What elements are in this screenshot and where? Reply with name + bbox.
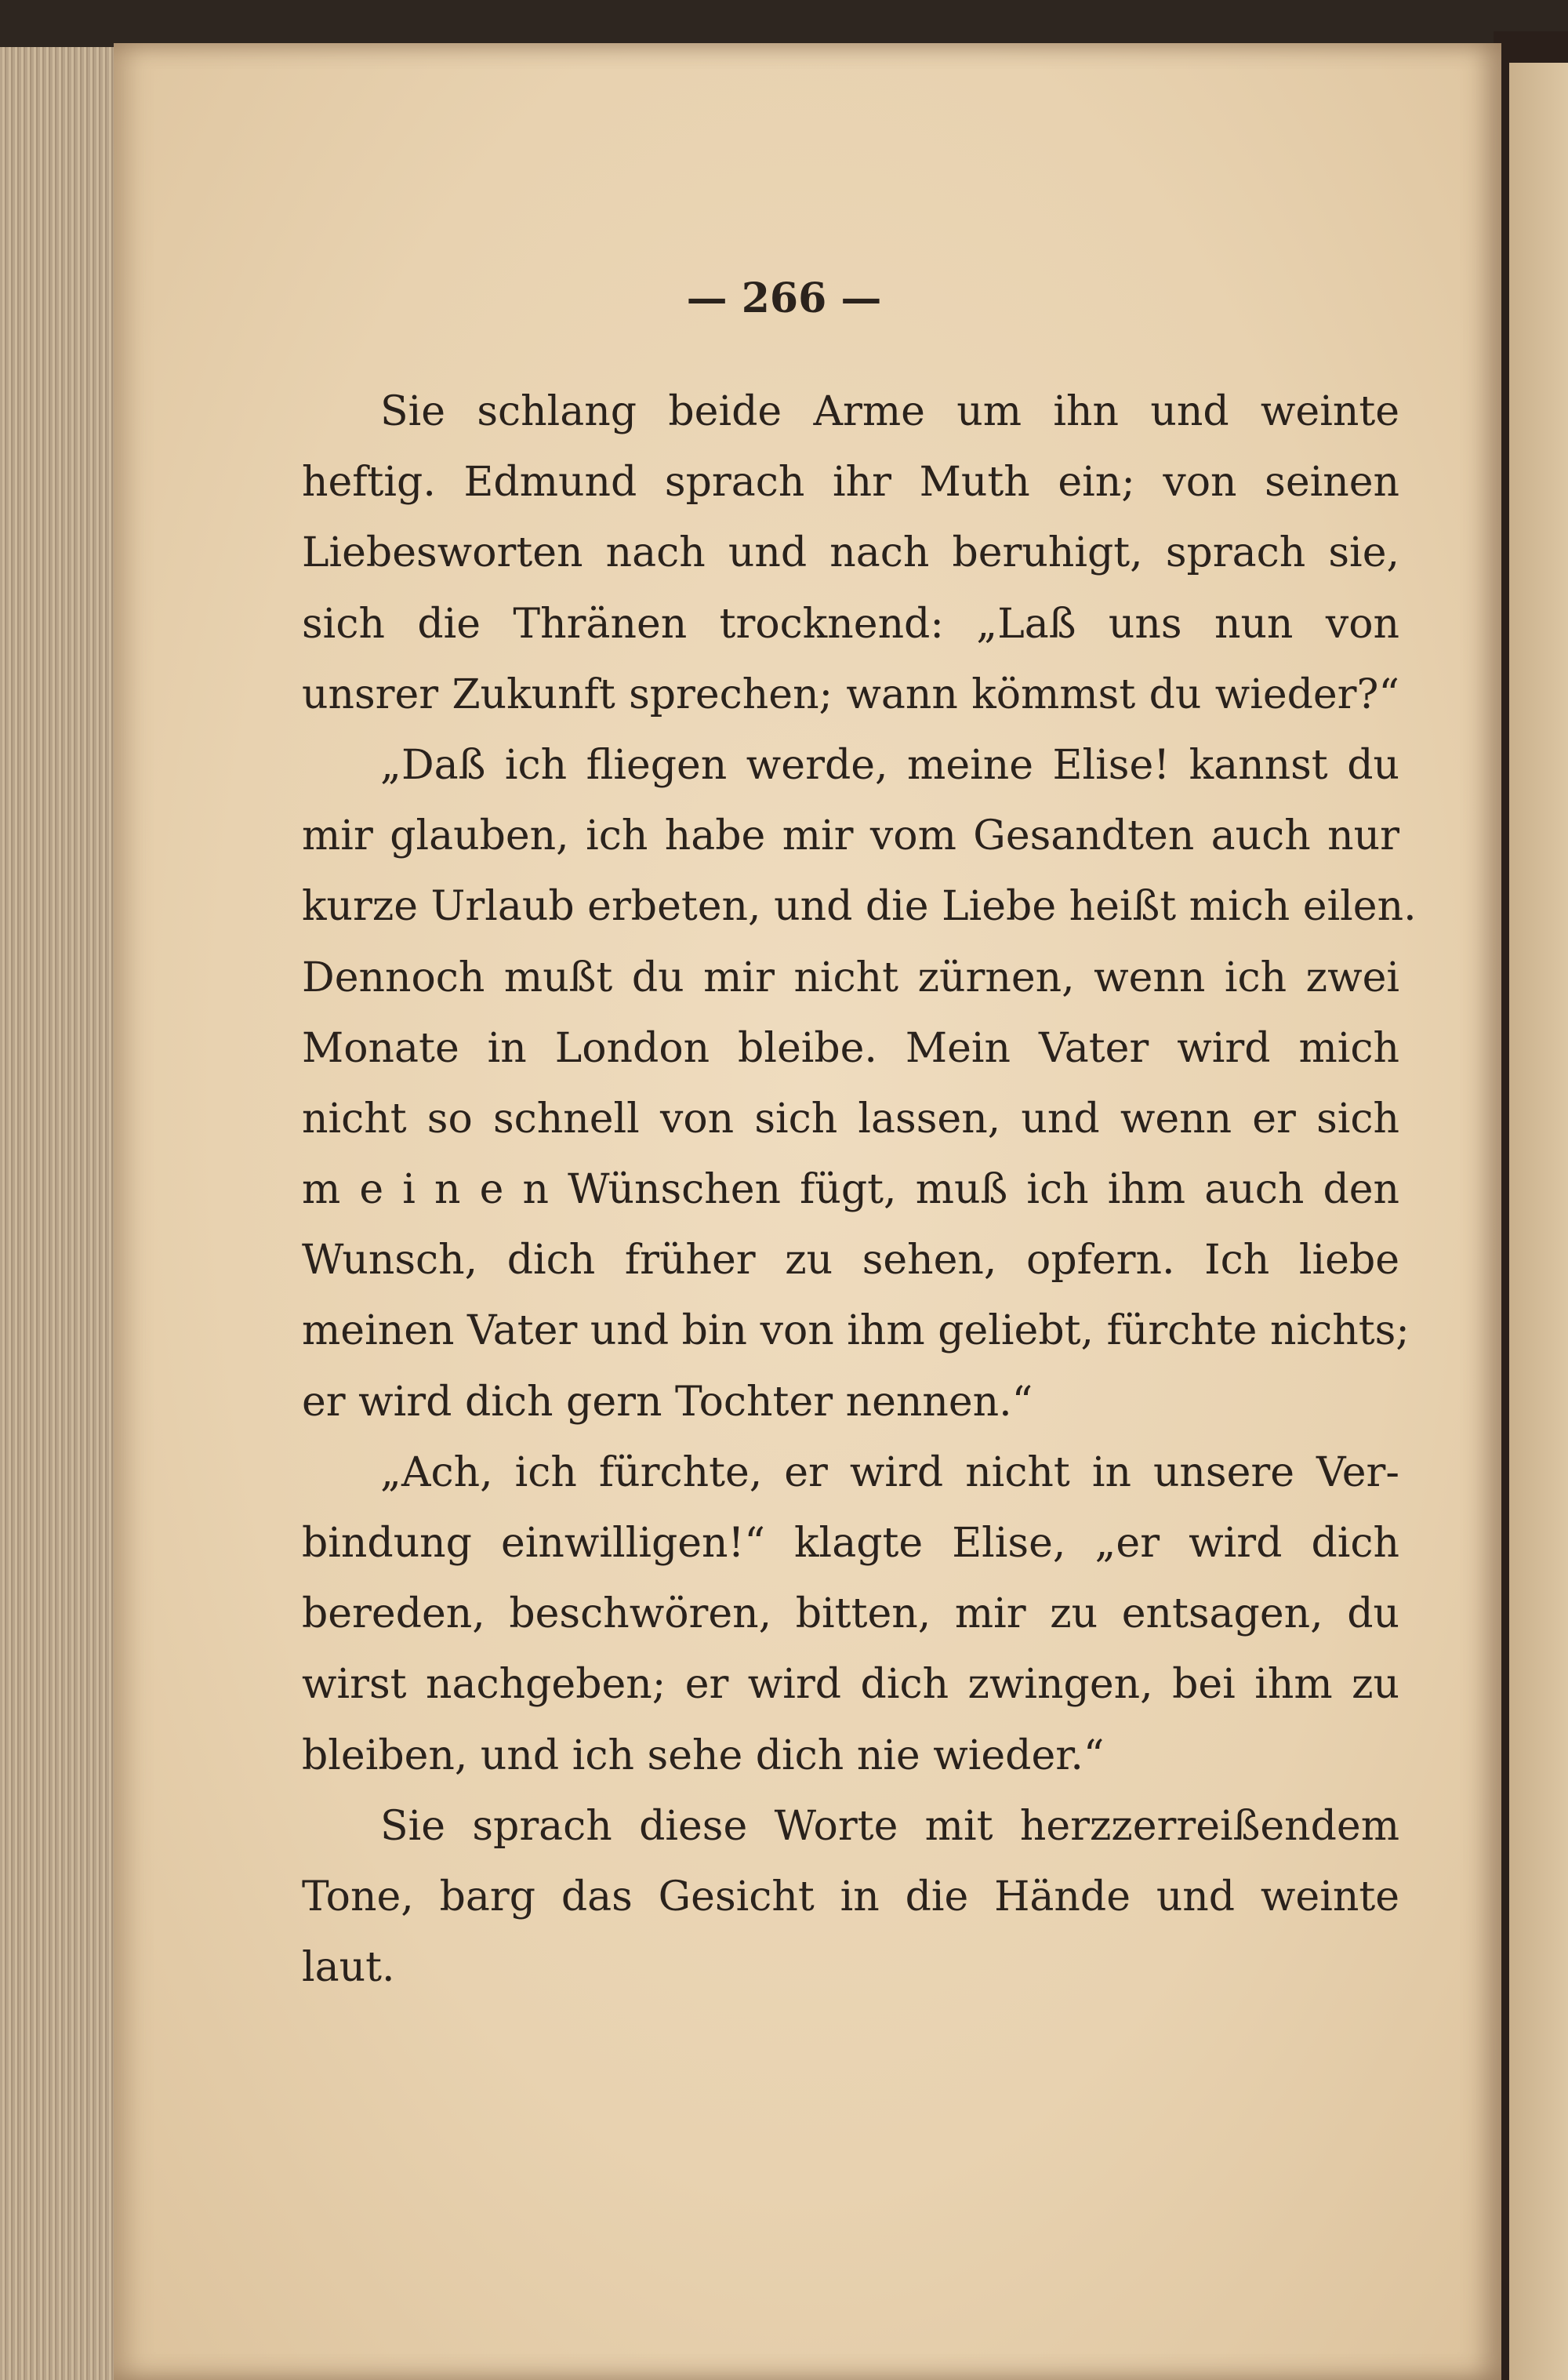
page-number: — 266 — <box>686 274 882 322</box>
text-line: wirst nachgeben; er wird dich zwingen, bei ihm zu <box>302 1661 1399 1709</box>
text-line: Sie sprach diese Worte mit herzzerreißendem <box>380 1802 1399 1850</box>
text-line: bleiben, und ich sehe dich nie wieder.“ <box>302 1731 1105 1779</box>
text-line: m e i n e n Wünschen fügt, muß ich ihm auch den <box>302 1166 1399 1214</box>
text-line: Liebesworten nach und nach beruhigt, sprach sie, <box>302 529 1399 577</box>
text-line: Dennoch mußt du mir nicht zürnen, wenn ich zwei <box>302 954 1399 1001</box>
text-line: Monate in London bleibe. Mein Vater wird mich <box>302 1024 1399 1072</box>
text-line: mir glauben, ich habe mir vom Gesandten auch nur <box>302 812 1399 860</box>
text-line: „Daß ich fliegen werde, meine Elise! kannst du <box>380 741 1399 789</box>
text-line: Wunsch, dich früher zu sehen, opfern. Ich liebe <box>302 1237 1399 1284</box>
text-line: bindung einwilligen!“ klagte Elise, „er wird dich <box>302 1520 1399 1567</box>
text-line: er wird dich gern Tochter nennen.“ <box>302 1378 1033 1426</box>
book-page-edges <box>0 47 118 2380</box>
facing-page-edge <box>1509 63 1568 2380</box>
text-line: kurze Urlaub erbeten, und die Liebe heißt mich eilen. <box>302 883 1417 931</box>
text-line: unsrer Zukunft sprechen; wann kömmst du wieder?“ <box>302 670 1399 718</box>
text-line: laut. <box>302 1944 395 1992</box>
text-line: sich die Thränen trocknend: „Laß uns nun von <box>302 600 1399 648</box>
text-line: heftig. Edmund sprach ihr Muth ein; von seinen <box>302 459 1399 507</box>
body-text <box>302 376 1417 2003</box>
text-line: „Ach, ich fürchte, er wird nicht in unsere Ver- <box>380 1448 1399 1496</box>
text-line: Sie schlang beide Arme um ihn und weinte <box>380 388 1399 435</box>
text-line: nicht so schnell von sich lassen, und wenn er sich <box>302 1095 1399 1143</box>
text-line: meinen Vater und bin von ihm geliebt, fürchte nichts; <box>302 1307 1410 1355</box>
text-line: bereden, beschwören, bitten, mir zu entsagen, du <box>302 1590 1399 1638</box>
text-line: Tone, barg das Gesicht in die Hände und weinte <box>302 1873 1399 1920</box>
